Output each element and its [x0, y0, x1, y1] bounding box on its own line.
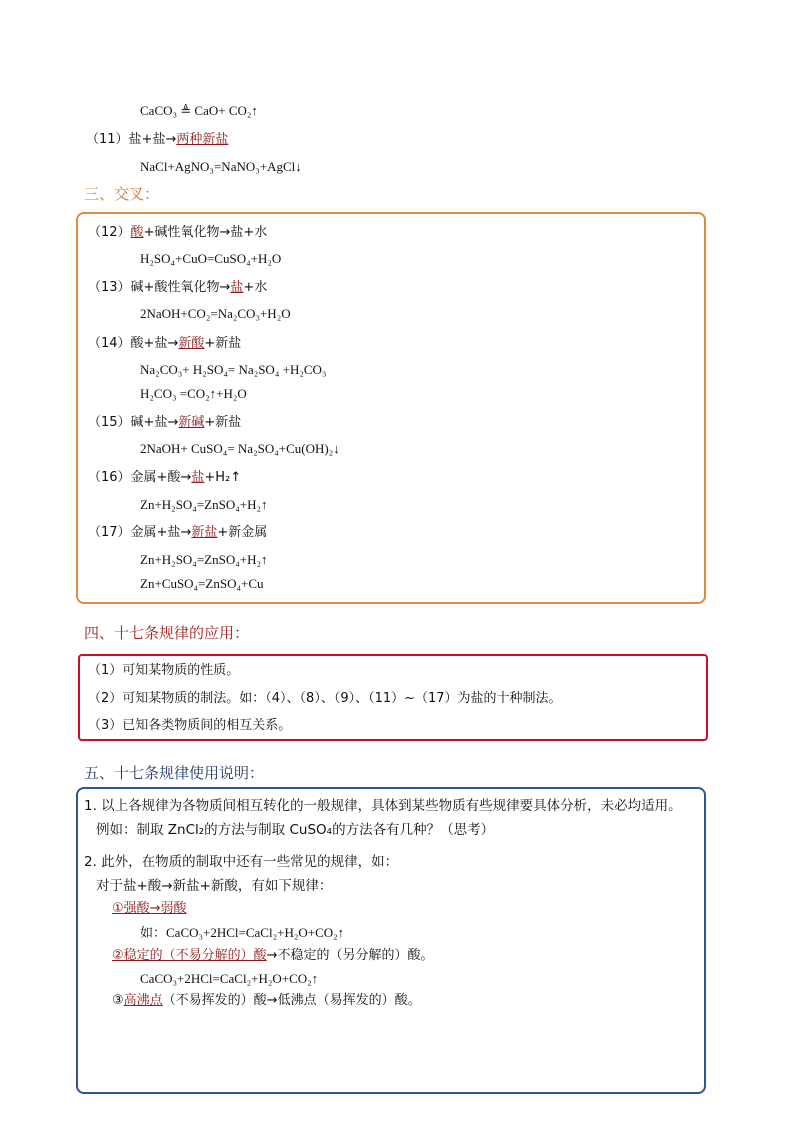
rule-15-suffix: +新盐	[204, 415, 242, 430]
rule-13-text: 碱+酸性氧化物→	[130, 280, 231, 295]
section-5-rule-2-equation: CaCO₃+2HCl=CaCl₂+H₂O+CO₂↑	[140, 971, 319, 986]
section-5-para-2-intro: 对于盐+酸→新盐+新酸，有如下规律：	[96, 878, 333, 894]
rule-17	[88, 524, 267, 542]
section-4-item-1: （1）可知某物质的性质。	[88, 663, 240, 678]
rule-12-equation: H₂SO₄+CuO=CuSO₄+H₂O	[140, 251, 282, 266]
section-5-title: 五、十七条规律使用说明：	[84, 764, 265, 782]
section-5-rule-2-highlight: ②稳定的（不易分解的）酸	[112, 948, 267, 963]
section-4-item-2: （2）可知某物质的制法。如：（4）、（8）、（9）、（11）~（17）为盐的十种制法。	[88, 691, 562, 706]
rule-13-number: （13）	[88, 280, 131, 295]
section-5-para-2: 2. 此外，在物质的制取中还有一些常见的规律，如：	[84, 854, 399, 870]
rule-14-equation-1: Na₂CO₃+ H₂SO₄= Na₂SO₄ +H₂CO₃	[140, 362, 327, 377]
rule-17-equation-2: Zn+CuSO₄=ZnSO₄+Cu	[140, 576, 264, 591]
rule-16	[88, 469, 241, 487]
rule-14-suffix: +新盐	[204, 336, 242, 351]
rule-16-suffix: +H₂↑	[204, 470, 242, 485]
rule-15-number: （15）	[88, 415, 131, 430]
rule-15-highlight: 新碱	[178, 415, 205, 430]
rule-17-text: 金属+盐→	[130, 525, 192, 540]
section-5-rule-3-highlight: 高沸点	[123, 993, 163, 1008]
section-5-para-1: 1. 以上各规律为各物质间相互转化的一般规律，具体到某些物质有些规律要具体分析，未必均适用。	[84, 798, 682, 814]
rule-12-text: +碱性氧化物→盐+水	[143, 225, 268, 240]
rule-13-equation: 2NaOH+CO₂=Na₂CO₃+H₂O	[140, 306, 291, 321]
rule-11	[86, 131, 228, 149]
section-3-title: 三、交叉：	[84, 185, 160, 203]
rule-17-highlight: 新盐	[191, 525, 218, 540]
section-5-rule-3	[112, 992, 421, 1010]
rule-11-highlight: 两种新盐	[176, 132, 229, 147]
rule-12-highlight: 酸	[130, 225, 144, 240]
rule-17-number: （17）	[88, 525, 131, 540]
rule-14-number: （14）	[88, 336, 131, 351]
section-4-item-3: （3）已知各类物质间的相互关系。	[88, 718, 292, 733]
rule-16-equation: Zn+H₂SO₄=ZnSO₄+H₂↑	[140, 497, 268, 512]
section-5-rule-3-marker: ③	[112, 993, 124, 1008]
section-5-para-1-example: 例如：制取 ZnCl₂的方法与制取 CuSO₄的方法各有几种？（思考）	[96, 822, 495, 838]
rule-11-number: （11）	[86, 132, 129, 147]
caco3-decomposition-equation: CaCO₃ ≜ CaO+ CO₂↑	[140, 103, 258, 118]
rule-14-highlight: 新酸	[178, 336, 205, 351]
section-3-box	[76, 212, 706, 604]
rule-12	[88, 224, 267, 242]
rule-11-equation: NaCl+AgNO₃=NaNO₃+AgCl↓	[140, 159, 302, 174]
rule-11-text: 盐+盐→	[128, 132, 177, 147]
rule-15-equation: 2NaOH+ CuSO₄= Na₂SO₄+Cu(OH)₂↓	[140, 441, 340, 456]
rule-15-text: 碱+盐→	[130, 415, 179, 430]
section-5-rule-1-equation: 如：CaCO₃+2HCl=CaCl₂+H₂O+CO₂↑	[140, 925, 345, 940]
section-5-rule-1	[112, 900, 187, 918]
rule-14	[88, 335, 241, 353]
section-5-rule-2-text: →不稳定的（另分解的）酸。	[266, 948, 434, 963]
rule-13	[88, 279, 267, 297]
section-4-title: 四、十七条规律的应用：	[84, 624, 250, 642]
rule-13-highlight: 盐	[230, 280, 244, 295]
section-5-rule-1-highlight: ①强酸→弱酸	[112, 901, 187, 916]
rule-17-equation-1: Zn+H₂SO₄=ZnSO₄+H₂↑	[140, 552, 268, 567]
rule-16-highlight: 盐	[191, 470, 205, 485]
section-5-rule-2	[112, 947, 434, 965]
rule-13-suffix: +水	[243, 280, 268, 295]
rule-14-equation-2: H₂CO₃ =CO₂↑+H₂O	[140, 386, 247, 401]
rule-15	[88, 414, 241, 432]
rule-12-number: （12）	[88, 225, 131, 240]
rule-16-number: （16）	[88, 470, 131, 485]
rule-16-text: 金属+酸→	[130, 470, 192, 485]
section-5-rule-3-text: （不易挥发的）酸→低沸点（易挥发的）酸。	[162, 993, 421, 1008]
rule-17-suffix: +新金属	[217, 525, 268, 540]
rule-14-text: 酸+盐→	[130, 336, 179, 351]
